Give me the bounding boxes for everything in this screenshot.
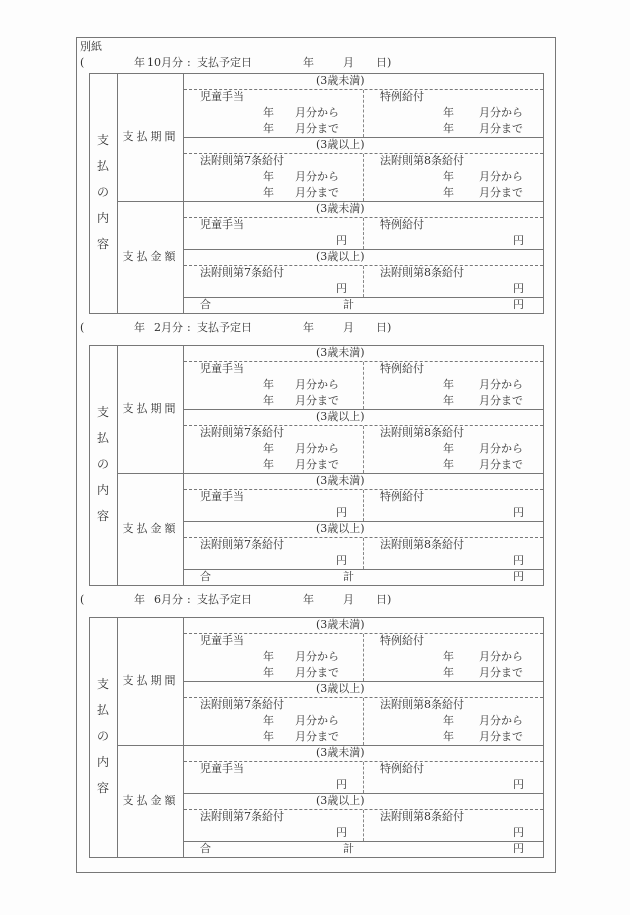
- year-field[interactable]: 年: [443, 730, 454, 743]
- until-month-field[interactable]: 月分まで: [295, 186, 339, 199]
- year-field[interactable]: 年: [443, 378, 454, 391]
- from-month-field[interactable]: 月分から: [479, 378, 523, 391]
- total-yen-field[interactable]: 円: [513, 570, 524, 583]
- month-part: 6月分: [154, 593, 183, 606]
- yen-field[interactable]: 円: [336, 282, 347, 295]
- yen-field[interactable]: 円: [513, 282, 524, 295]
- total-label-1: 合: [200, 298, 211, 311]
- over3-header: (3歳以上): [316, 522, 365, 535]
- due-day: 日): [376, 593, 392, 606]
- year-field[interactable]: 年: [443, 458, 454, 471]
- supp8-label: 法附則第8条給付: [380, 426, 464, 439]
- over3-header: (3歳以上): [316, 682, 365, 695]
- from-month-field[interactable]: 月分から: [479, 442, 523, 455]
- until-month-field[interactable]: 月分まで: [479, 666, 523, 679]
- special-benefit-label: 特例給付: [380, 490, 424, 503]
- year-field[interactable]: 年: [263, 170, 274, 183]
- year-field[interactable]: 年: [263, 394, 274, 407]
- yen-field[interactable]: 円: [336, 554, 347, 567]
- total-yen-field[interactable]: 円: [513, 842, 524, 855]
- payment-content-label: 支 払 の 内 容: [96, 133, 109, 251]
- payment-content-label: 支 払 の 内 容: [96, 677, 109, 795]
- yen-field[interactable]: 円: [513, 778, 524, 791]
- due-year: 年: [303, 321, 314, 334]
- open-paren: (: [80, 593, 85, 606]
- year-field[interactable]: 年: [263, 122, 274, 135]
- total-yen-field[interactable]: 円: [513, 298, 524, 311]
- payment-table: [89, 345, 544, 586]
- from-month-field[interactable]: 月分から: [295, 378, 339, 391]
- payment-amount-label: 支払金額: [122, 250, 179, 263]
- open-paren: (: [80, 56, 85, 69]
- yen-field[interactable]: 円: [336, 234, 347, 247]
- from-month-field[interactable]: 月分から: [479, 650, 523, 663]
- year-field[interactable]: 年: [263, 442, 274, 455]
- yen-field[interactable]: 円: [336, 778, 347, 791]
- special-benefit-label: 特例給付: [380, 218, 424, 231]
- child-allowance-label: 児童手当: [200, 218, 244, 231]
- until-month-field[interactable]: 月分まで: [479, 186, 523, 199]
- yen-field[interactable]: 円: [513, 234, 524, 247]
- supp8-label: 法附則第8条給付: [380, 266, 464, 279]
- due-year: 年: [303, 593, 314, 606]
- payment-period-label: 支払期間: [122, 674, 179, 687]
- over3-header: (3歳以上): [316, 794, 365, 807]
- payment-table: [89, 617, 544, 858]
- fiscal-year-label: 年: [134, 321, 145, 334]
- year-field[interactable]: 年: [443, 650, 454, 663]
- due-month: 月: [343, 56, 354, 69]
- from-month-field[interactable]: 月分から: [479, 106, 523, 119]
- year-field[interactable]: 年: [263, 714, 274, 727]
- year-field[interactable]: 年: [443, 394, 454, 407]
- child-allowance-label: 児童手当: [200, 634, 244, 647]
- child-allowance-label: 児童手当: [200, 90, 244, 103]
- from-month-field[interactable]: 月分から: [295, 714, 339, 727]
- special-benefit-label: 特例給付: [380, 762, 424, 775]
- payment-period-label: 支払期間: [122, 402, 179, 415]
- special-benefit-label: 特例給付: [380, 634, 424, 647]
- yen-field[interactable]: 円: [336, 506, 347, 519]
- due-month: 月: [343, 321, 354, 334]
- until-month-field[interactable]: 月分まで: [295, 122, 339, 135]
- child-allowance-label: 児童手当: [200, 490, 244, 503]
- payment-period-label: 支払期間: [122, 130, 179, 143]
- under3-header: (3歳未満): [316, 74, 365, 87]
- due-date-label: 支払予定日: [197, 56, 252, 69]
- special-benefit-label: 特例給付: [380, 90, 424, 103]
- supp8-label: 法附則第8条給付: [380, 698, 464, 711]
- total-label-1: 合: [200, 570, 211, 583]
- supp8-label: 法附則第8条給付: [380, 154, 464, 167]
- supp8-label: 法附則第8条給付: [380, 538, 464, 551]
- yen-field[interactable]: 円: [336, 826, 347, 839]
- year-field[interactable]: 年: [443, 106, 454, 119]
- year-field[interactable]: 年: [443, 186, 454, 199]
- open-paren: (: [80, 321, 85, 334]
- payment-content-label: 支 払 の 内 容: [96, 405, 109, 523]
- from-month-field[interactable]: 月分から: [295, 442, 339, 455]
- until-month-field[interactable]: 月分まで: [295, 394, 339, 407]
- over3-header: (3歳以上): [316, 410, 365, 423]
- year-field[interactable]: 年: [263, 186, 274, 199]
- payment-amount-label: 支払金額: [122, 794, 179, 807]
- supp7-label: 法附則第7条給付: [200, 810, 284, 823]
- supp7-label: 法附則第7条給付: [200, 426, 284, 439]
- supp7-label: 法附則第7条給付: [200, 698, 284, 711]
- annex-label: 別紙: [80, 40, 102, 53]
- payment-table: [89, 73, 544, 314]
- year-field[interactable]: 年: [443, 122, 454, 135]
- due-day: 日): [376, 56, 392, 69]
- yen-field[interactable]: 円: [513, 506, 524, 519]
- colon: :: [187, 593, 191, 606]
- until-month-field[interactable]: 月分まで: [295, 730, 339, 743]
- colon: :: [187, 56, 191, 69]
- month-part: 10月分: [147, 56, 183, 69]
- until-month-field[interactable]: 月分まで: [295, 458, 339, 471]
- due-year: 年: [303, 56, 314, 69]
- payment-amount-label: 支払金額: [122, 522, 179, 535]
- from-month-field[interactable]: 月分から: [295, 650, 339, 663]
- over3-header: (3歳以上): [316, 138, 365, 151]
- over3-header: (3歳以上): [316, 250, 365, 263]
- fiscal-year-label: 年: [134, 56, 145, 69]
- child-allowance-label: 児童手当: [200, 762, 244, 775]
- section-header: [80, 592, 392, 608]
- colon: :: [187, 321, 191, 334]
- under3-header: (3歳未満): [316, 746, 365, 759]
- year-field[interactable]: 年: [263, 666, 274, 679]
- due-date-label: 支払予定日: [197, 321, 252, 334]
- total-label-1: 合: [200, 842, 211, 855]
- until-month-field[interactable]: 月分まで: [479, 394, 523, 407]
- under3-header: (3歳未満): [316, 202, 365, 215]
- under3-header: (3歳未満): [316, 346, 365, 359]
- supp7-label: 法附則第7条給付: [200, 154, 284, 167]
- year-field[interactable]: 年: [263, 458, 274, 471]
- year-field[interactable]: 年: [443, 170, 454, 183]
- until-month-field[interactable]: 月分まで: [479, 122, 523, 135]
- until-month-field[interactable]: 月分まで: [479, 730, 523, 743]
- total-label-2: 計: [343, 842, 354, 855]
- year-field[interactable]: 年: [443, 666, 454, 679]
- child-allowance-label: 児童手当: [200, 362, 244, 375]
- due-date-label: 支払予定日: [197, 593, 252, 606]
- special-benefit-label: 特例給付: [380, 362, 424, 375]
- due-day: 日): [376, 321, 392, 334]
- from-month-field[interactable]: 月分から: [479, 714, 523, 727]
- year-field[interactable]: 年: [263, 378, 274, 391]
- fiscal-year-label: 年: [134, 593, 145, 606]
- yen-field[interactable]: 円: [513, 554, 524, 567]
- year-field[interactable]: 年: [443, 714, 454, 727]
- total-label-2: 計: [343, 298, 354, 311]
- supp7-label: 法附則第7条給付: [200, 538, 284, 551]
- year-field[interactable]: 年: [263, 730, 274, 743]
- section-header: [80, 320, 392, 336]
- year-field[interactable]: 年: [263, 650, 274, 663]
- year-field[interactable]: 年: [443, 442, 454, 455]
- supp7-label: 法附則第7条給付: [200, 266, 284, 279]
- under3-header: (3歳未満): [316, 618, 365, 631]
- yen-field[interactable]: 円: [513, 826, 524, 839]
- under3-header: (3歳未満): [316, 474, 365, 487]
- month-part: 2月分: [154, 321, 183, 334]
- from-month-field[interactable]: 月分から: [479, 170, 523, 183]
- from-month-field[interactable]: 月分から: [295, 106, 339, 119]
- supp8-label: 法附則第8条給付: [380, 810, 464, 823]
- section-header: [80, 55, 392, 71]
- total-label-2: 計: [343, 570, 354, 583]
- due-month: 月: [343, 593, 354, 606]
- until-month-field[interactable]: 月分まで: [295, 666, 339, 679]
- year-field[interactable]: 年: [263, 106, 274, 119]
- from-month-field[interactable]: 月分から: [295, 170, 339, 183]
- until-month-field[interactable]: 月分まで: [479, 458, 523, 471]
